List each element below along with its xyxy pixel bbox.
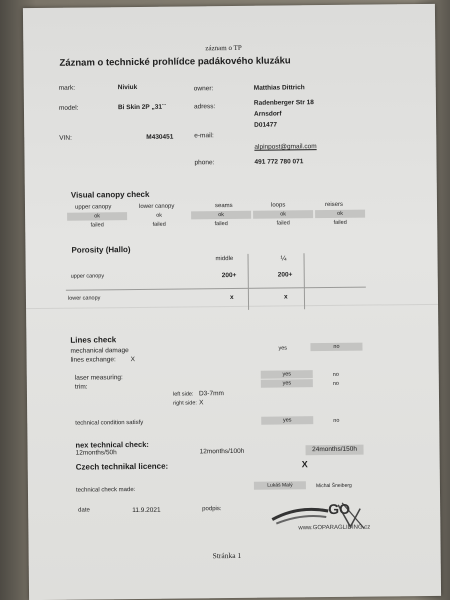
made-label: technical check made: (75, 487, 136, 494)
porosity-row-lower-label: lower canopy (67, 295, 101, 302)
phone-value: 491 772 780 071 (254, 158, 304, 166)
visual-col-reisers: reisers (324, 201, 344, 209)
mech-yes: yes (278, 345, 288, 352)
date-label: date (78, 507, 90, 514)
signature-label: podpis: (202, 506, 222, 513)
made-person2: Michal Šneiberg (315, 482, 352, 490)
adress-line3: D01477 (254, 121, 277, 129)
visual-col-seams: seams (214, 202, 233, 210)
laser-yes: yes (261, 370, 313, 379)
made-person1: Lukáš Malý (254, 481, 306, 490)
laser-no: no (332, 371, 339, 378)
fold-line (26, 304, 438, 309)
porosity-col-quarter: ¼ (280, 255, 287, 263)
mark-label: mark: (58, 84, 76, 92)
porosity-heading: Porosity (Hallo) (71, 245, 131, 255)
document-page (23, 4, 441, 600)
right-side-label: right side: (173, 400, 197, 407)
visual-failed-upper: failed (90, 222, 104, 229)
exchange-value: X (130, 356, 135, 364)
condition-label: technical condition satisfy (75, 419, 144, 427)
logo-url: www.GOPARAGLIDING.cz (298, 524, 371, 532)
visual-heading: Visual canopy check (70, 189, 150, 200)
vin-label: VIN: (59, 134, 72, 142)
visual-col-loops: loops (270, 202, 286, 209)
exchange-label: lines exchange: (70, 356, 116, 364)
visual-col-lower: lower canopy (138, 203, 175, 210)
visual-failed-lower: failed (152, 221, 166, 228)
visual-ok-seams: ok (191, 211, 251, 220)
trim-label: trim: (74, 383, 88, 391)
next-check-opt2: 12months/100h (199, 447, 245, 456)
licence-heading: Czech technikal licence: (75, 461, 169, 472)
mech-label: mechanical damage (70, 347, 129, 355)
mech-no: no (310, 343, 362, 352)
visual-failed-reisers: failed (333, 219, 347, 226)
mark-value: Niviuk (117, 83, 138, 92)
email-label: e-mail: (194, 132, 214, 140)
trim-no: no (332, 380, 340, 387)
next-check-opt1: 12months/50h (75, 449, 117, 457)
trim-yes: yes (261, 379, 313, 388)
porosity-upper-quarter: 200+ (277, 271, 293, 279)
visual-ok-upper: ok (67, 212, 127, 221)
goparagliding-logo (268, 500, 378, 541)
adress-line1: Radenberger Str 18 (253, 99, 314, 107)
adress-line2: Arnsdorf (253, 110, 282, 118)
porosity-lower-quarter: x (283, 293, 288, 301)
porosity-row-divider (66, 287, 366, 291)
condition-no: no (333, 417, 340, 424)
model-value: Bi Skin 2P „31´´ (117, 103, 167, 112)
porosity-divider-2 (303, 253, 305, 309)
visual-failed-seams: failed (214, 221, 228, 228)
model-label: model: (58, 104, 79, 112)
paraglider-logo-icon (268, 500, 378, 541)
lines-heading: Lines check (70, 335, 117, 345)
date-value: 11.9.2021 (132, 506, 161, 515)
adress-label: adress: (193, 103, 216, 111)
owner-label: owner: (193, 85, 214, 93)
page-number: Stránka 1 (212, 550, 242, 561)
email-link[interactable]: alpinpost@gmail.com (254, 143, 317, 151)
vin-value: M430451 (146, 133, 174, 141)
visual-ok-reisers: ok (315, 210, 365, 219)
next-check-opt3: 24months/150h (306, 445, 364, 456)
visual-failed-loops: failed (276, 220, 290, 227)
left-side-label: left side: (172, 391, 194, 398)
visual-ok-lower: ok (156, 212, 163, 219)
page-title: Záznam o technické prohlídce padákového kluzáku (59, 55, 291, 69)
porosity-divider-1 (247, 254, 249, 310)
laser-label: laser measuring: (74, 374, 123, 382)
logo-text: GO (328, 500, 351, 518)
porosity-row-upper-label: upper canopy (70, 273, 105, 280)
licence-value: X (301, 459, 308, 470)
visual-col-upper: upper canopy (74, 204, 112, 211)
owner-value: Matthias Dittrich (253, 84, 305, 92)
left-side-value: D3-7mm (198, 390, 224, 398)
right-side-value: X (199, 399, 204, 407)
porosity-lower-middle: x (229, 293, 234, 302)
porosity-col-middle: middle (215, 255, 234, 263)
small-title: záznam o TP (205, 43, 242, 53)
porosity-upper-middle: 200+ (221, 271, 237, 280)
visual-ok-loops: ok (253, 210, 313, 219)
condition-yes: yes (261, 416, 313, 425)
next-check-heading: nex technical check: (75, 439, 149, 450)
phone-label: phone: (194, 159, 215, 167)
